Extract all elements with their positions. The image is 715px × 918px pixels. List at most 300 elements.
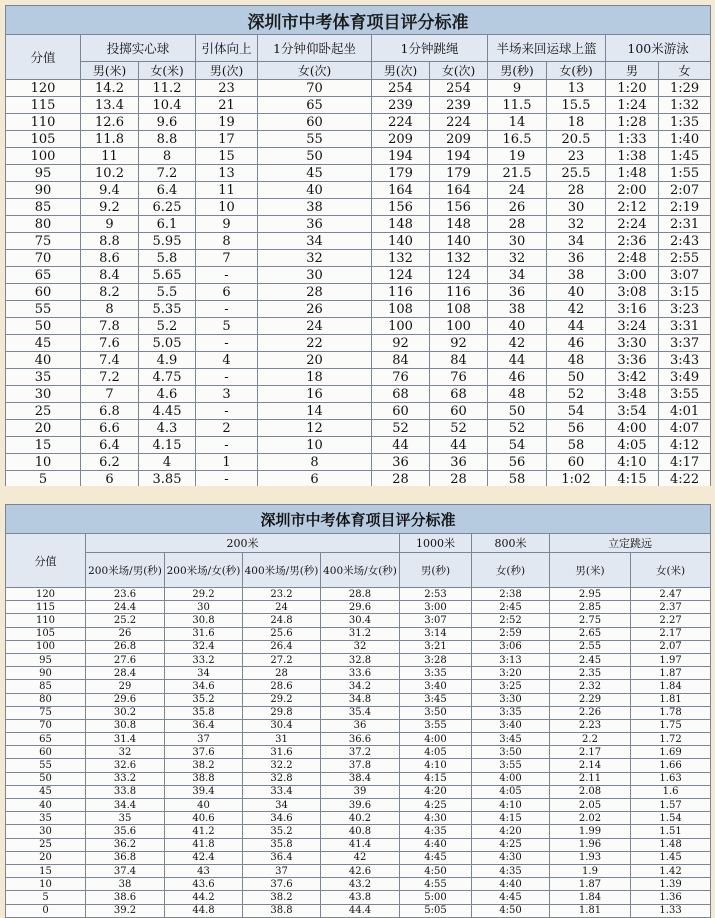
- table-row: [6, 454, 711, 471]
- score-cell: 30: [6, 825, 86, 838]
- table-cell: 29.6: [86, 693, 165, 706]
- table-cell: 19: [488, 148, 547, 165]
- table-cell: 39.6: [321, 799, 400, 812]
- table-cell: 6.25: [139, 199, 196, 216]
- table-cell: 6: [196, 284, 258, 301]
- table-cell: 179: [430, 165, 488, 182]
- table-cell: 4:30: [400, 812, 472, 825]
- table-cell: 36.2: [86, 838, 165, 851]
- table-cell: 179: [372, 165, 430, 182]
- table-cell: 3.85: [139, 471, 196, 488]
- table-cell: 40: [488, 318, 547, 335]
- table-cell: 30.8: [165, 614, 243, 627]
- table-cell: 4:22: [659, 471, 711, 488]
- table-cell: 33.2: [86, 772, 165, 785]
- table-cell: 156: [372, 199, 430, 216]
- table-cell: 35.6: [86, 825, 165, 838]
- table-cell: 40.2: [321, 812, 400, 825]
- table-row: [6, 588, 711, 601]
- table-cell: 40: [165, 799, 243, 812]
- score-cell: 10: [6, 878, 86, 891]
- table-cell: 8: [196, 233, 258, 250]
- table-cell: 1.84: [550, 891, 631, 904]
- table-cell: 4:15: [400, 772, 472, 785]
- score-header: 分值: [6, 534, 86, 588]
- table-cell: 34: [258, 233, 372, 250]
- table-cell: 1.6: [631, 785, 711, 798]
- table-cell: 3:14: [400, 627, 472, 640]
- score-cell: 35: [6, 369, 81, 386]
- table-row: [6, 165, 711, 182]
- table-cell: 46: [547, 335, 606, 352]
- table-cell: -: [196, 335, 258, 352]
- table-cell: 9.6: [139, 114, 196, 131]
- table-cell: 23: [196, 80, 258, 97]
- table-cell: 5:00: [400, 891, 472, 904]
- table-row: [6, 420, 711, 437]
- table-cell: 46: [488, 369, 547, 386]
- table-cell: 8.2: [81, 284, 139, 301]
- table-cell: 10.4: [139, 97, 196, 114]
- table-cell: 209: [430, 131, 488, 148]
- table-cell: 40.8: [321, 825, 400, 838]
- group-header: 引体向上: [196, 35, 258, 62]
- table-cell: 11.8: [81, 131, 139, 148]
- table-cell: 17: [196, 131, 258, 148]
- table-cell: 38: [547, 267, 606, 284]
- table-cell: 28.8: [321, 588, 400, 601]
- score-cell: 105: [6, 627, 86, 640]
- table-cell: 2.2: [550, 733, 631, 746]
- table-row: [6, 250, 711, 267]
- score-cell: 55: [6, 759, 86, 772]
- table-cell: 7: [196, 250, 258, 267]
- table-cell: 4:35: [472, 864, 550, 877]
- table-cell: 36: [258, 216, 372, 233]
- table-cell: 1:38: [606, 148, 659, 165]
- table-cell: 38: [86, 878, 165, 891]
- table-cell: 116: [430, 284, 488, 301]
- table-row: [6, 601, 711, 614]
- table-row: [6, 680, 711, 693]
- table-cell: 3:36: [606, 352, 659, 369]
- sub-header: 400米场/男(秒): [243, 553, 321, 588]
- table-cell: 30.2: [86, 706, 165, 719]
- table-row: [6, 838, 711, 851]
- table-cell: 7.2: [139, 165, 196, 182]
- table-row: [6, 216, 711, 233]
- score-cell: 80: [6, 693, 86, 706]
- table-cell: 43.8: [321, 891, 400, 904]
- table-cell: 38.2: [165, 759, 243, 772]
- table-cell: 28.6: [243, 680, 321, 693]
- group-header: 100米游泳: [606, 35, 711, 62]
- score-cell: 55: [6, 301, 81, 318]
- table-row: [6, 733, 711, 746]
- table-cell: 68: [372, 386, 430, 403]
- table-cell: 24: [258, 318, 372, 335]
- table-cell: 12.6: [81, 114, 139, 131]
- table-cell: 35.2: [243, 825, 321, 838]
- table-cell: 6.4: [81, 437, 139, 454]
- table-cell: 2:48: [606, 250, 659, 267]
- table-cell: 1.75: [631, 719, 711, 732]
- score-cell: 30: [6, 386, 81, 403]
- table-cell: 3:00: [606, 267, 659, 284]
- table-cell: 32: [86, 746, 165, 759]
- table-cell: 13.4: [81, 97, 139, 114]
- table-cell: 2.26: [550, 706, 631, 719]
- table-cell: 35.8: [243, 838, 321, 851]
- table-cell: 4.3: [139, 420, 196, 437]
- table-cell: 1:02: [547, 471, 606, 488]
- table-cell: 23.2: [243, 588, 321, 601]
- table-cell: 7.6: [81, 335, 139, 352]
- table-cell: 3:50: [400, 706, 472, 719]
- sub-header: 男(秒): [400, 553, 472, 588]
- table-cell: 34.6: [165, 680, 243, 693]
- table-cell: 224: [430, 114, 488, 131]
- table-cell: 100: [372, 318, 430, 335]
- table-cell: 3: [196, 386, 258, 403]
- table-cell: 29: [86, 680, 165, 693]
- score-cell: 70: [6, 719, 86, 732]
- table-cell: 36.6: [321, 733, 400, 746]
- table-title: 深圳市中考体育项目评分标准: [6, 6, 711, 35]
- table-cell: 224: [372, 114, 430, 131]
- table-cell: 28: [372, 471, 430, 488]
- score-cell: 10: [6, 454, 81, 471]
- table-cell: 36: [321, 719, 400, 732]
- table-cell: 58: [547, 437, 606, 454]
- table-row: [6, 719, 711, 732]
- score-header: 分值: [6, 35, 81, 80]
- table-cell: 38.2: [243, 891, 321, 904]
- table-cell: 48: [547, 352, 606, 369]
- table-cell: 36: [372, 454, 430, 471]
- table-cell: 2.45: [550, 653, 631, 666]
- table-cell: 1:55: [659, 165, 711, 182]
- table-cell: 3:54: [606, 403, 659, 420]
- table-cell: 1.87: [550, 878, 631, 891]
- table-cell: 44.2: [165, 891, 243, 904]
- table-cell: 20.5: [547, 131, 606, 148]
- table-body: [6, 588, 711, 918]
- table-row: [6, 352, 711, 369]
- table-cell: 3:25: [472, 680, 550, 693]
- table-cell: 37: [165, 733, 243, 746]
- table-cell: 3:21: [400, 640, 472, 653]
- table-cell: 33.8: [86, 785, 165, 798]
- table-cell: 28: [547, 182, 606, 199]
- table-row: [6, 199, 711, 216]
- table-cell: 37.4: [86, 864, 165, 877]
- table-cell: 2:24: [606, 216, 659, 233]
- table-cell: 100: [430, 318, 488, 335]
- table-cell: -: [196, 403, 258, 420]
- table-cell: 44: [488, 352, 547, 369]
- table-cell: 92: [372, 335, 430, 352]
- table-cell: -: [196, 437, 258, 454]
- table-cell: 25.5: [547, 165, 606, 182]
- table-cell: 44.4: [321, 904, 400, 917]
- table-cell: 3:35: [400, 667, 472, 680]
- table-cell: 76: [430, 369, 488, 386]
- table-cell: 3:50: [472, 746, 550, 759]
- table-cell: 1:40: [659, 131, 711, 148]
- table-cell: 22: [258, 335, 372, 352]
- table-cell: 16.5: [488, 131, 547, 148]
- table-cell: 28: [258, 284, 372, 301]
- table-cell: 1:20: [606, 80, 659, 97]
- table-cell: 33.2: [165, 653, 243, 666]
- table-cell: 28: [488, 216, 547, 233]
- group-header: 立定跳远: [550, 534, 711, 553]
- table-cell: 3:55: [472, 759, 550, 772]
- table-cell: 6.2: [81, 454, 139, 471]
- table-cell: 148: [372, 216, 430, 233]
- table-cell: 32: [321, 640, 400, 653]
- table-cell: 4:00: [606, 420, 659, 437]
- table-cell: 50: [258, 148, 372, 165]
- table-cell: 60: [372, 403, 430, 420]
- table-cell: 11.2: [139, 80, 196, 97]
- divider: [0, 486, 715, 504]
- score-cell: 15: [6, 864, 86, 877]
- table-cell: 4.15: [139, 437, 196, 454]
- table-row: [6, 851, 711, 864]
- table-cell: 24: [243, 601, 321, 614]
- table-cell: 43.6: [165, 878, 243, 891]
- table-cell: 1.97: [631, 653, 711, 666]
- table-cell: 26.8: [86, 640, 165, 653]
- sub-header: 男: [606, 62, 659, 80]
- table-cell: 4:55: [400, 878, 472, 891]
- table-row: [6, 693, 711, 706]
- table-cell: 2.55: [550, 640, 631, 653]
- score-cell: 105: [6, 131, 81, 148]
- score-cell: 115: [6, 601, 86, 614]
- table-cell: 37.2: [321, 746, 400, 759]
- table-cell: 8.6: [81, 250, 139, 267]
- table-cell: 84: [372, 352, 430, 369]
- sub-header: 男(秒): [488, 62, 547, 80]
- table-cell: 36.4: [243, 851, 321, 864]
- score-cell: 60: [6, 746, 86, 759]
- table-row: [6, 706, 711, 719]
- table-cell: 2.11: [550, 772, 631, 785]
- table-cell: 1:28: [606, 114, 659, 131]
- table-cell: 132: [372, 250, 430, 267]
- table-cell: 30.4: [321, 614, 400, 627]
- table-cell: 36: [547, 250, 606, 267]
- table-cell: -: [196, 301, 258, 318]
- table-row: [6, 182, 711, 199]
- table-cell: 35.8: [165, 706, 243, 719]
- score-cell: 35: [6, 812, 86, 825]
- table-cell: 1.57: [631, 799, 711, 812]
- table-cell: 32: [488, 250, 547, 267]
- table-cell: 14: [258, 403, 372, 420]
- table-row: [6, 904, 711, 917]
- table-cell: 7.2: [81, 369, 139, 386]
- sub-header: 女(秒): [547, 62, 606, 80]
- table-row: [6, 653, 711, 666]
- table-cell: 36: [488, 284, 547, 301]
- table-cell: 9: [196, 216, 258, 233]
- table-cell: 30: [165, 601, 243, 614]
- table-row: [6, 131, 711, 148]
- table-cell: 52: [547, 386, 606, 403]
- table-cell: 24.4: [86, 601, 165, 614]
- table-cell: 50: [488, 403, 547, 420]
- sub-header: 女(次): [258, 62, 372, 80]
- table-cell: 30: [547, 199, 606, 216]
- table-cell: 4: [139, 454, 196, 471]
- table-cell: 8.8: [81, 233, 139, 250]
- table-cell: 4:10: [606, 454, 659, 471]
- score-cell: 90: [6, 182, 81, 199]
- table-cell: 1.87: [631, 667, 711, 680]
- table-cell: 12: [258, 420, 372, 437]
- table-cell: 9.2: [81, 199, 139, 216]
- table-row: [6, 335, 711, 352]
- table-cell: 4:05: [606, 437, 659, 454]
- table-cell: 3:30: [606, 335, 659, 352]
- table-cell: 38.6: [86, 891, 165, 904]
- table-cell: 25.2: [86, 614, 165, 627]
- table-cell: 4:25: [472, 838, 550, 851]
- table-cell: 38.8: [243, 904, 321, 917]
- table-cell: 2.23: [550, 719, 631, 732]
- score-cell: 45: [6, 785, 86, 798]
- table-cell: 194: [372, 148, 430, 165]
- table-cell: -: [196, 267, 258, 284]
- table-cell: 6: [258, 471, 372, 488]
- table-cell: 60: [547, 454, 606, 471]
- table-cell: 84: [430, 352, 488, 369]
- group-header: 1分钟跳绳: [372, 35, 488, 62]
- table-cell: 2.37: [631, 601, 711, 614]
- table-cell: 1.84: [631, 680, 711, 693]
- table-cell: 43: [165, 864, 243, 877]
- table-cell: 2:36: [606, 233, 659, 250]
- table-cell: 6.8: [81, 403, 139, 420]
- table-cell: 4:30: [472, 851, 550, 864]
- score-cell: 65: [6, 267, 81, 284]
- table-cell: 4:20: [400, 785, 472, 798]
- table-cell: 1.9: [550, 864, 631, 877]
- table-cell: 6.6: [81, 420, 139, 437]
- score-cell: 120: [6, 80, 81, 97]
- score-cell: 25: [6, 403, 81, 420]
- table-cell: 10.2: [81, 165, 139, 182]
- table-cell: 2.17: [631, 627, 711, 640]
- table-cell: 5.65: [139, 267, 196, 284]
- table-cell: 3:07: [400, 614, 472, 627]
- table-cell: 2.08: [550, 785, 631, 798]
- table-row: [6, 864, 711, 877]
- table-row: [6, 812, 711, 825]
- score-cell: 5: [6, 891, 86, 904]
- table-cell: 116: [372, 284, 430, 301]
- table-cell: 52: [430, 420, 488, 437]
- table-cell: 194: [430, 148, 488, 165]
- score-cell: 75: [6, 706, 86, 719]
- table-cell: 164: [372, 182, 430, 199]
- table-cell: 23: [547, 148, 606, 165]
- table-cell: 60: [258, 114, 372, 131]
- table-cell: 13: [547, 80, 606, 97]
- table-cell: 32.8: [321, 653, 400, 666]
- table-cell: 38: [258, 199, 372, 216]
- table-cell: 28: [243, 667, 321, 680]
- table-row: [6, 114, 711, 131]
- table-cell: 20: [258, 352, 372, 369]
- table-row: [6, 759, 711, 772]
- table-cell: 254: [372, 80, 430, 97]
- table-cell: 2:43: [659, 233, 711, 250]
- table-cell: 42.4: [165, 851, 243, 864]
- table-cell: 33.6: [321, 667, 400, 680]
- table-cell: 39.2: [86, 904, 165, 917]
- table-cell: 31.2: [321, 627, 400, 640]
- table-cell: 6.1: [139, 216, 196, 233]
- table-body: [6, 80, 711, 505]
- table-cell: 32.4: [165, 640, 243, 653]
- table-cell: 1.72: [631, 733, 711, 746]
- table-cell: 1.54: [631, 812, 711, 825]
- table-cell: 15.5: [547, 97, 606, 114]
- table-row: [6, 825, 711, 838]
- table-cell: 36.8: [86, 851, 165, 864]
- table-cell: 2.05: [550, 799, 631, 812]
- table-cell: 4:05: [472, 785, 550, 798]
- table-cell: 4.6: [139, 386, 196, 403]
- table-cell: 4:00: [400, 733, 472, 746]
- table-cell: 9.4: [81, 182, 139, 199]
- table-cell: 5.35: [139, 301, 196, 318]
- table-cell: 45: [258, 165, 372, 182]
- score-cell: 40: [6, 799, 86, 812]
- score-cell: 75: [6, 233, 81, 250]
- table-cell: 124: [372, 267, 430, 284]
- table-row: [6, 614, 711, 627]
- table-cell: 54: [488, 437, 547, 454]
- table-cell: 3:42: [606, 369, 659, 386]
- table-cell: 32.8: [243, 772, 321, 785]
- table-cell: 1.99: [550, 825, 631, 838]
- table-cell: 3:20: [472, 667, 550, 680]
- table-cell: 209: [372, 131, 430, 148]
- table-cell: 70: [258, 80, 372, 97]
- table-cell: 14.2: [81, 80, 139, 97]
- table-cell: 4:10: [400, 759, 472, 772]
- table-cell: 39: [321, 785, 400, 798]
- sub-header: 男(次): [196, 62, 258, 80]
- score-cell: 100: [6, 640, 86, 653]
- table-cell: 37.6: [243, 878, 321, 891]
- table-row: [6, 267, 711, 284]
- table-cell: 55: [258, 131, 372, 148]
- table-cell: 1.33: [631, 904, 711, 917]
- sub-header: 男(米): [81, 62, 139, 80]
- table-cell: 108: [372, 301, 430, 318]
- table-cell: 1:45: [659, 148, 711, 165]
- table-cell: 52: [488, 420, 547, 437]
- table-cell: 65: [258, 97, 372, 114]
- table-cell: 31.6: [165, 627, 243, 640]
